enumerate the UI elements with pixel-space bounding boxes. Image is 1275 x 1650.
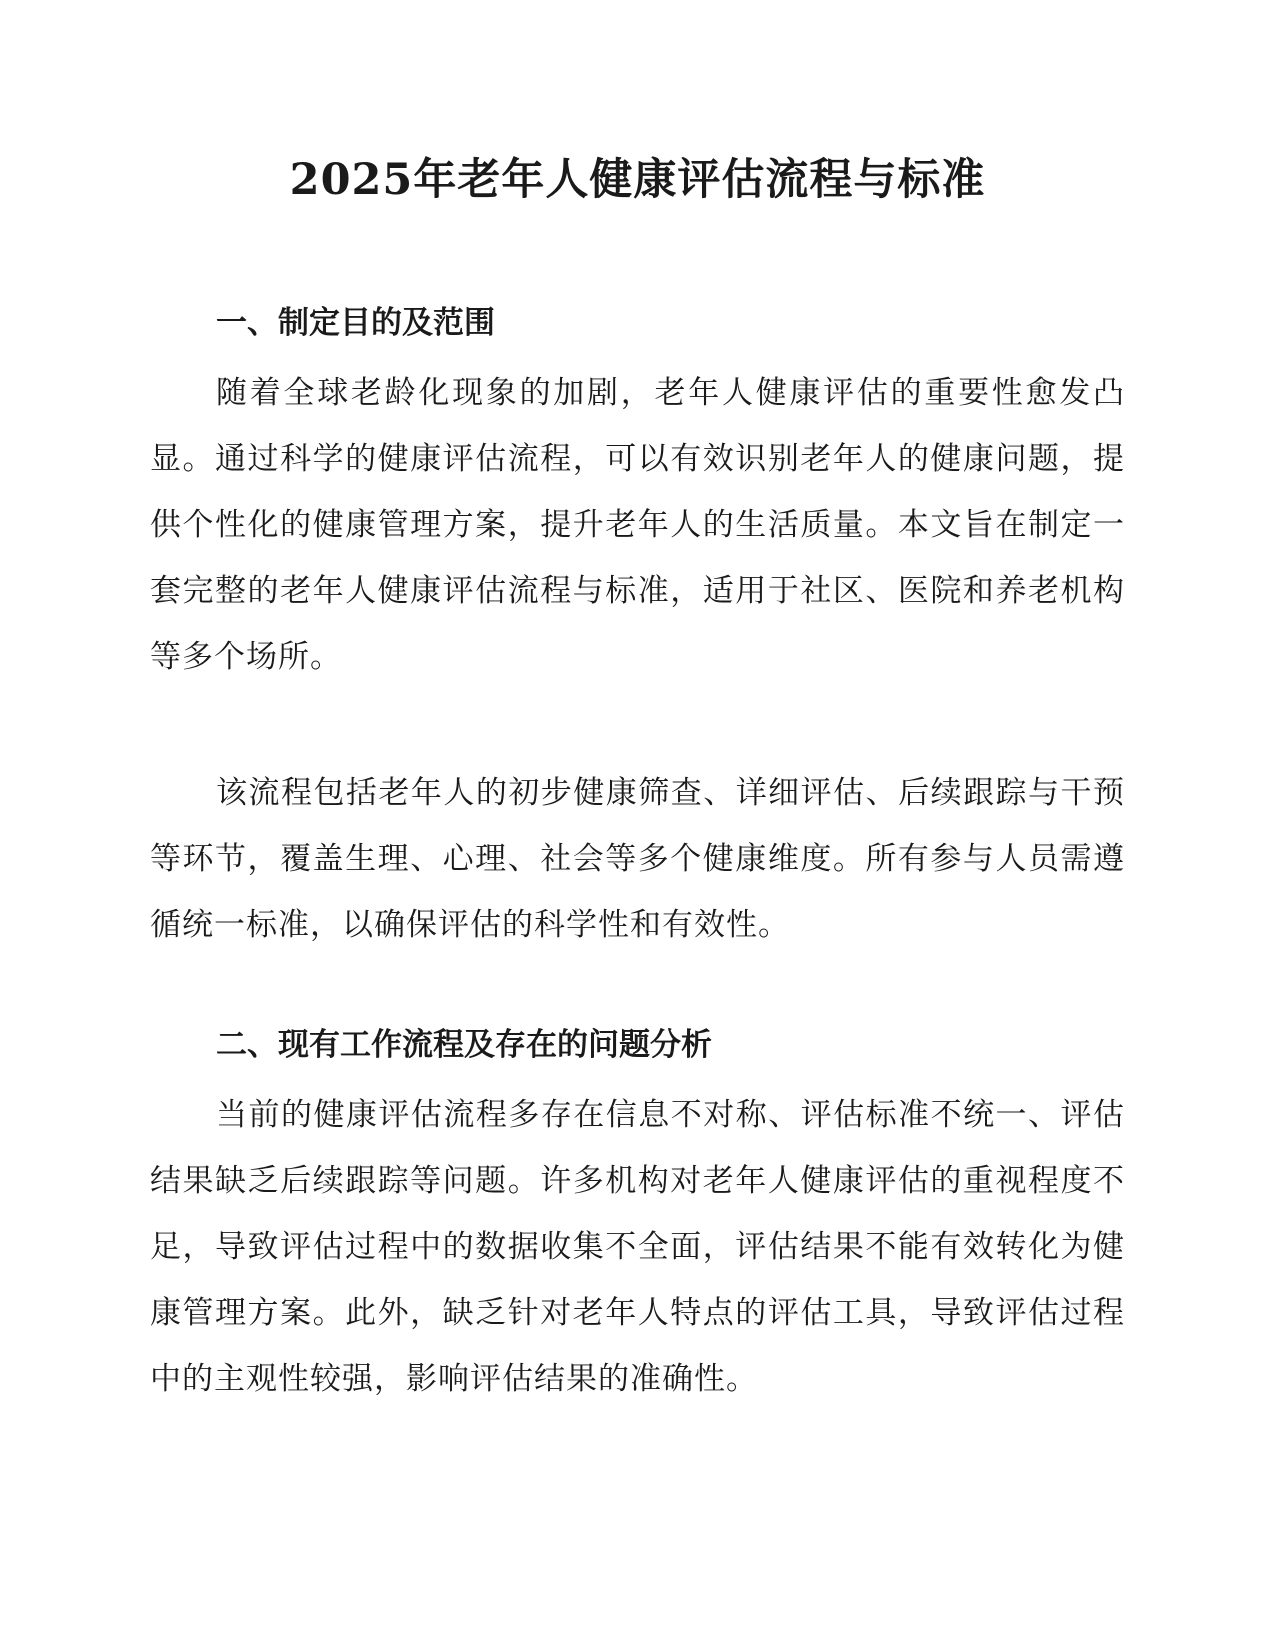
paragraph-problem-analysis: 当前的健康评估流程多存在信息不对称、评估标准不统一、评估结果缺乏后续跟踪等问题。许多机构对老年人健康评估的重视程度不足，导致评估过程中的数据收集不全面，评估结果不能有效转化为健康管理方案。此外，缺乏针对老年人特点的评估工具，导致评估过程中的主观性较强，影响评估结果的准确性。 — [150, 1097, 1125, 1397]
section-heading-problem-analysis: 二、现有工作流程及存在的问题分析 — [216, 1027, 712, 1063]
document-title: 2025年老年人健康评估流程与标准 — [289, 155, 986, 205]
paragraph-purpose: 随着全球老龄化现象的加剧，老年人健康评估的重要性愈发凸显。通过科学的健康评估流程，可以有效识别老年人的健康问题，提供个性化的健康管理方案，提升老年人的生活质量。本文旨在制定一套完整的老年人健康评估流程与标准，适用于社区、医院和养老机构等多个场所。 — [150, 375, 1125, 675]
paragraph-process-overview: 该流程包括老年人的初步健康筛查、详细评估、后续跟踪与干预等环节，覆盖生理、心理、社会等多个健康维度。所有参与人员需遵循统一标准，以确保评估的科学性和有效性。 — [150, 775, 1125, 943]
section-heading-purpose-scope: 一、制定目的及范围 — [216, 305, 495, 341]
